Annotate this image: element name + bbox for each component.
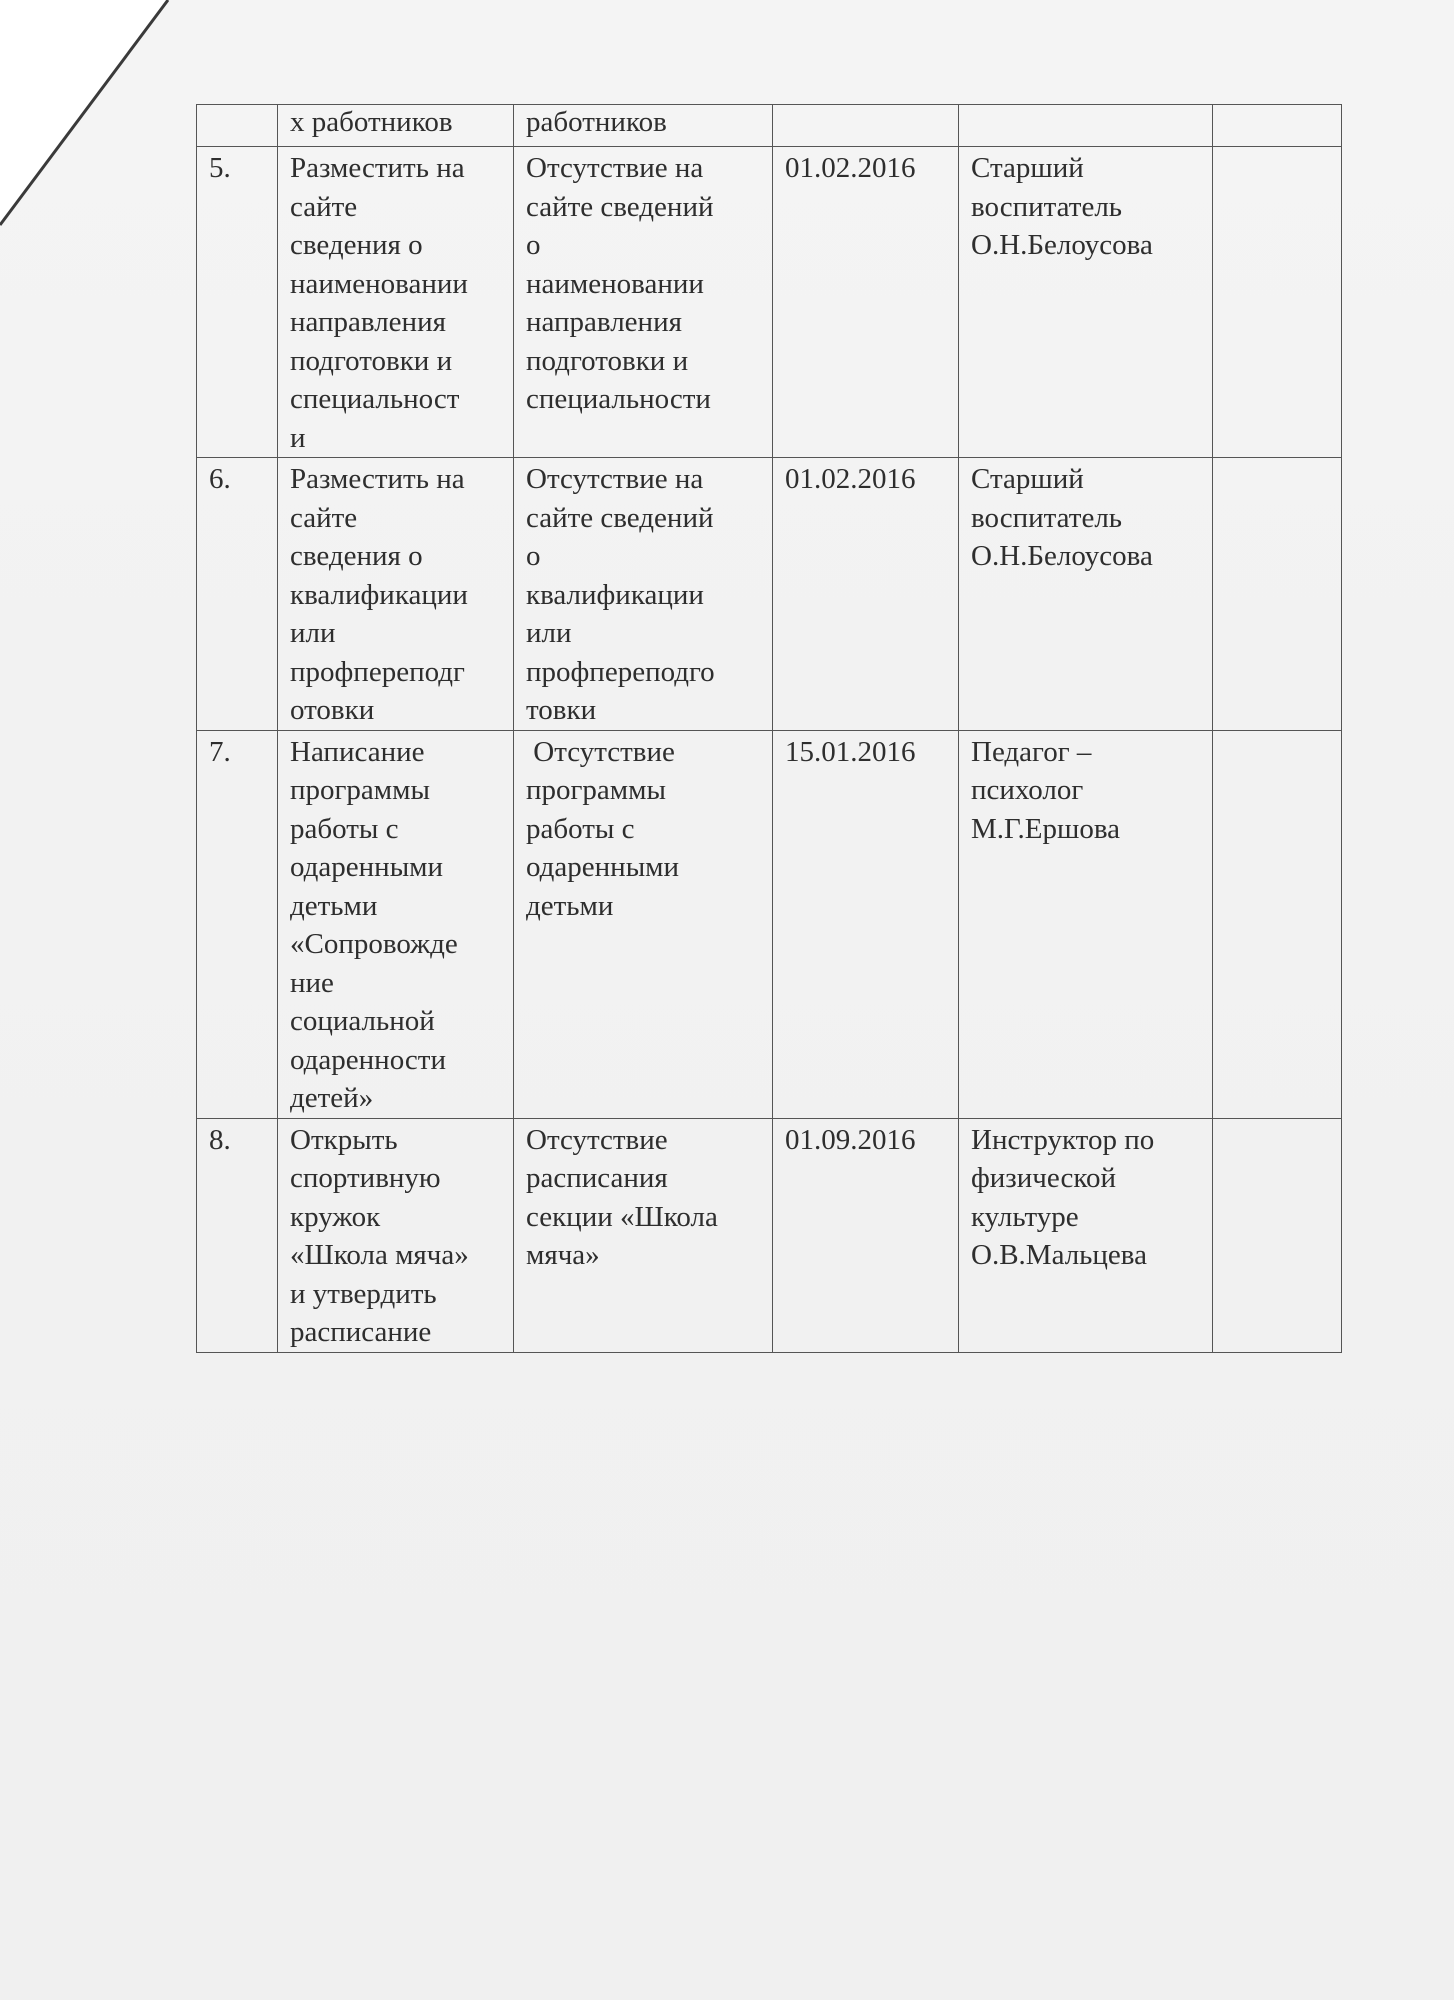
table-row [197,1118,1342,1352]
cell-reason [514,458,773,731]
cell-text-line: квалификации [526,578,704,611]
cell-text-line: культуре [971,1200,1079,1233]
cell-date: 01.02.2016 [773,458,959,731]
cell-text-line: сведения о [290,540,423,572]
cell-text-line: специальност [290,383,460,415]
cell-text-line: физической [971,1162,1116,1194]
cell-text-line: отовки [290,694,375,726]
cell-text-line: М.Г.Ершова [971,812,1121,845]
cell-text-line: детей» [290,1082,374,1114]
cell-text-line: О.Н.Белоусова [971,540,1153,572]
cell-reason: работников [514,105,773,147]
cell-responsible [959,730,1213,1118]
cell-text-line: воспитатель [971,190,1123,223]
cell-text-line: Разместить на [290,463,465,495]
cell-text-line: «Сопровожде [290,928,458,960]
cell-text-line: Открыть [290,1123,398,1156]
cell-text-line: секции «Школа [526,1200,718,1233]
cell-text-line: товки [526,694,597,726]
cell-text-line: и [290,421,306,454]
cell-text-line: Отсутствие [526,735,675,768]
cell-text-line: Написание [290,735,425,768]
cell-text-line: Инструктор по [971,1123,1155,1156]
cell-text-line: профпереподго [526,655,715,688]
cell-text-line: расписания [526,1162,668,1194]
cell-text-line: сайте [290,190,358,223]
cell-note [1213,105,1342,147]
cell-text-line: детьми [290,889,378,922]
page-fold-shadow [0,0,180,240]
table-row [197,458,1342,731]
cell-text-line: сайте сведений [526,501,714,534]
cell-text-line: кружок [290,1200,381,1233]
cell-action: х работников [278,105,514,147]
cell-responsible [959,147,1213,458]
action-plan-table [196,104,1342,1353]
table-row [197,147,1342,458]
cell-text-line: направления [526,306,682,338]
cell-responsible [959,458,1213,731]
cell-number: 6. [197,458,278,731]
cell-number: 8. [197,1118,278,1352]
cell-note [1213,147,1342,458]
cell-text-line: работы с [290,812,399,845]
cell-text-line: одаренными [526,851,680,883]
table-row-continuation [197,105,1342,147]
cell-text-line: Разместить на [290,152,465,184]
cell-number: 7. [197,730,278,1118]
cell-text-line: и утвердить [290,1277,437,1310]
cell-text-line: наименовании [526,267,704,300]
cell-text-line: О.Н.Белоусова [971,229,1153,261]
cell-date [773,105,959,147]
cell-reason [514,1118,773,1352]
cell-reason [514,147,773,458]
cell-text-line: Отсутствие на [526,463,704,495]
cell-number [197,105,278,147]
cell-text-line: о [526,229,541,261]
cell-reason [514,730,773,1118]
cell-action [278,458,514,731]
cell-text-line: Отсутствие на [526,152,704,184]
cell-text-line: о [526,540,541,572]
cell-action [278,1118,514,1352]
cell-text-line: наименовании [290,267,468,300]
cell-text-line: воспитатель [971,501,1123,534]
cell-text-line: Отсутствие [526,1123,668,1156]
cell-text-line: мяча» [526,1239,600,1271]
cell-text-line: Педагог – [971,735,1092,768]
cell-text-line: направления [290,306,446,338]
cell-text-line: О.В.Мальцева [971,1239,1147,1271]
cell-text-line: психолог [971,774,1084,806]
cell-text-line: расписание [290,1316,432,1348]
cell-text-line: подготовки и [290,344,453,377]
cell-note [1213,730,1342,1118]
cell-text-line: сайте [290,501,358,534]
cell-action [278,147,514,458]
cell-responsible [959,105,1213,147]
cell-responsible [959,1118,1213,1352]
cell-note [1213,1118,1342,1352]
cell-text-line: социальной [290,1005,435,1037]
cell-text-line: сведения о [290,229,423,261]
cell-text-line: профпереподг [290,655,465,688]
cell-text-line: спортивную [290,1162,441,1194]
cell-text-line: одаренности [290,1043,446,1076]
cell-text-line: специальности [526,383,711,415]
cell-text-line: работы с [526,812,635,845]
cell-date: 01.02.2016 [773,147,959,458]
cell-text-line: детьми [526,889,614,922]
cell-text-line: «Школа мяча» [290,1239,469,1271]
cell-date: 15.01.2016 [773,730,959,1118]
cell-text-line: сайте сведений [526,190,714,223]
cell-text-line: Старший [971,152,1084,184]
cell-date: 01.09.2016 [773,1118,959,1352]
cell-note [1213,458,1342,731]
table-row [197,730,1342,1118]
cell-text-line: или [526,617,572,649]
cell-text-line: одаренными [290,851,444,883]
cell-text-line: Старший [971,463,1084,495]
cell-text-line: ние [290,966,334,999]
cell-text-line: или [290,617,336,649]
cell-text-line: программы [526,774,666,806]
cell-text-line: программы [290,774,430,806]
cell-number: 5. [197,147,278,458]
cell-action [278,730,514,1118]
cell-text-line: квалификации [290,578,468,611]
cell-text-line: подготовки и [526,344,689,377]
